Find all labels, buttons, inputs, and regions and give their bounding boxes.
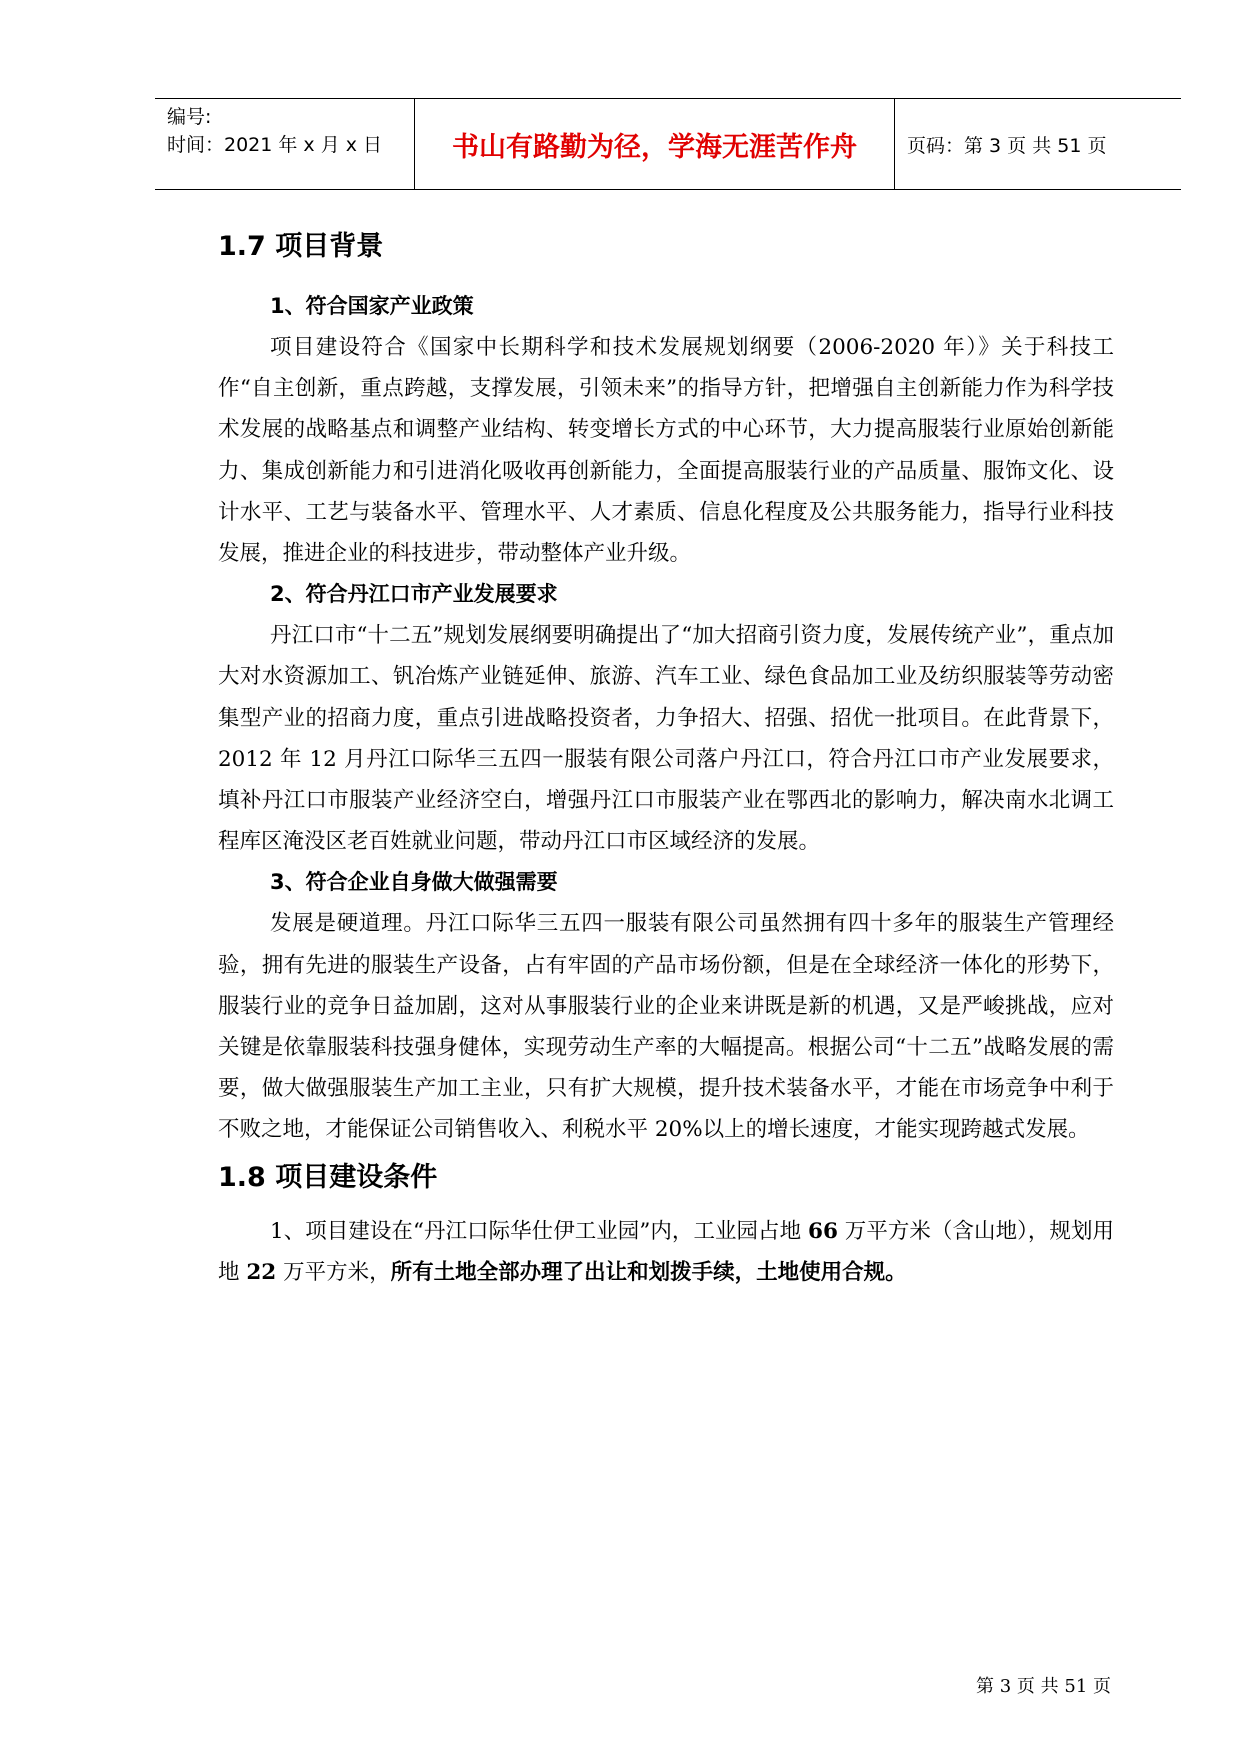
header-meta [155,99,415,189]
page-footer: 第 3 页 共 51 页 [976,1676,1111,1697]
header-page-info: 页码：第 3 页 共 51 页 [907,134,1107,157]
page-header [155,98,1181,190]
paragraph-3: 发展是硬道理。丹江口际华三五四一服装有限公司虽然拥有四十多年的服装生产管理经验，拥有先进的服装生产设备，占有牢固的产品市场份额，但是在全球经济一体化的形势下，服装行业的竞争日益加剧，这对从事服装行业的企业来讲既是新的机遇，又是严峻挑战，应对关键是依靠服装科技强身健体，实现劳动生产率的大幅提高。根据公司“十二五”战略发展的需要，做大做强服装生产加工主业，只有扩大规模，提升技术装备水平，才能在市场竞争中利于不败之地，才能保证公司销售收入、利税水平 20%以上的增长速度，才能实现跨越式发展。 [218,911,1114,1143]
paragraph-4-text-c: 万平方米（含山地），规划用地 [218,1218,1115,1285]
subsection-heading-1: 1、符合国家产业政策 [270,294,474,318]
document-body [218,222,1114,1293]
subsection-heading-2: 2、符合丹江口市产业发展要求 [270,582,558,607]
paragraph-4-land-compliance: 所有土地全部办理了出让和划拨手续，土地使用合规。 [390,1259,907,1285]
paragraph-4-text-a: 1、项目建设在“丹江口际华仕伊工业园”内，工业园占地 [270,1218,809,1244]
paragraph-2: 丹江口市“十二五”规划发展纲要明确提出了“加大招商引资力度，发展传统产业”，重点加大对水资源加工、钒冶炼产业链延伸、旅游、汽车工业、绿色食品加工业及纺织服装等劳动密集型产业的招商力度，重点引进战略投资者，力争招大、招强、招优一批项目。在此背景下，2012 年 12 月丹江口际华三五四一服装有限公司落户丹江口，符合丹江口市产业发展要求，填补丹江口市服装产业经济空白，增强丹江口市服装产业在鄂西北的影响力，解决南水北调工程库区淹没区老百姓就业问题，带动丹江口市区域经济的发展。 [218,623,1114,855]
document-number-label: 编号: [167,106,212,128]
section-heading-1-7: 1.7 项目背景 [218,231,384,262]
paragraph-4-text-e: 万平方米， [276,1259,391,1285]
paragraph-4-area-66: 66 [808,1218,838,1244]
section-heading-1-8: 1.8 项目建设条件 [218,1161,438,1193]
subsection-heading-3: 3、符合企业自身做大做强需要 [270,870,558,895]
document-time-label: 时间：2021 年 x 月 x 日 [167,134,383,156]
header-motto: 书山有路勤为径，学海无涯苦作舟 [415,99,895,189]
paragraph-4 [218,1211,1114,1293]
paragraph-4-area-22: 22 [246,1259,277,1285]
paragraph-1: 项目建设符合《国家中长期科学和技术发展规划纲要（2006-2020 年）》关于科技工作“自主创新，重点跨越，支撑发展，引领未来”的指导方针，把增强自主创新能力作为科学技术发展的战略基点和调整产业结构、转变增长方式的中心环节，大力提高服装行业原始创新能力、集成创新能力和引进消化吸收再创新能力，全面提高服装行业的产品质量、服饰文化、设计水平、工艺与装备水平、管理水平、人才素质、信息化程度及公共服务能力，指导行业科技发展，推进企业的科技进步，带动整体产业升级。 [218,335,1114,567]
